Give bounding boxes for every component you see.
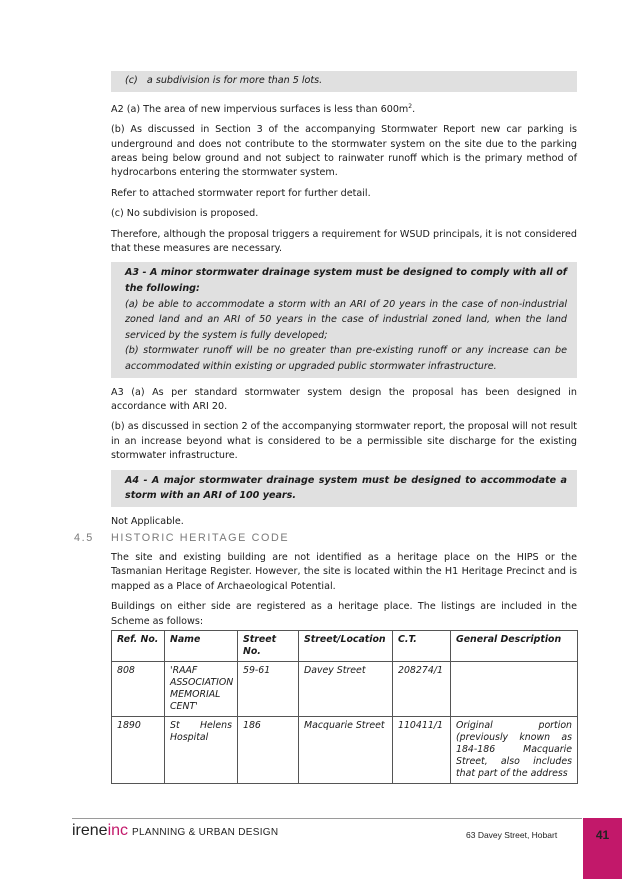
section-body xyxy=(111,551,577,784)
col-general-description: General Description xyxy=(451,631,578,662)
table-cell: Davey Street xyxy=(299,662,393,717)
table-cell: 186 xyxy=(238,717,299,784)
criteria-box-a3 xyxy=(111,262,577,377)
col-ct: C.T. xyxy=(393,631,451,662)
table-row xyxy=(112,717,578,784)
a2-b-paragraph: (b) As discussed in Section 3 of the accompanying Stormwater Report new car parking is underground and does not contribute to the stormwater system on the site due to the parking areas being below ground and not subject to rainwater runoff which is the primary method of hydrocarbons entering the stormwater system. xyxy=(111,124,577,179)
table-cell: St Helens Hospital xyxy=(165,717,238,784)
a3-box-a: (a) be able to accommodate a storm with an ARI of 20 years in the case of non-industrial zoned land and an ARI of 50 years in the case of industrial zoned land, when the land serviced by the system is fully developed; xyxy=(125,298,567,341)
table-cell xyxy=(451,662,578,717)
a4-text: A4 - A major stormwater drainage system must be designed to accommodate a storm with an ARI of 100 years. xyxy=(125,474,567,502)
criteria-box-a4 xyxy=(111,470,577,507)
a2-a-paragraph: A2 (a) The area of new impervious surfaces is less than $600m^2$. xyxy=(111,102,416,115)
table-cell: 208274/1 xyxy=(393,662,451,717)
heritage-paragraph-1: The site and existing building are not identified as a heritage place on the HIPS or the Tasmanian Heritage Register. However, the site is located within the H1 Heritage Precinct and is mapped as a Place of Archaeological Potential. xyxy=(111,552,577,592)
brand-name-part2: inc xyxy=(107,822,129,839)
refer-paragraph: Refer to attached stormwater report for further detail. xyxy=(111,187,371,199)
a2-c-paragraph: (c) No subdivision is proposed. xyxy=(111,208,259,220)
criteria-box-c xyxy=(111,71,577,92)
page-number: 41 xyxy=(583,818,622,879)
main-content xyxy=(111,71,577,535)
table-cell: 'RAAF ASSOCIATION MEMORIAL CENT' xyxy=(165,662,238,717)
col-name: Name xyxy=(165,631,238,662)
a3-title: A3 - A minor stormwater drainage system must be designed to comply with all of the following: xyxy=(125,267,567,295)
criteria-c-text: a subdivision is for more than 5 lots. xyxy=(146,75,323,86)
a3-box-b: (b) stormwater runoff will be no greater than pre-existing runoff or any increase can be accommodated within existing or upgraded public stormwater infrastructure. xyxy=(125,345,567,372)
heritage-paragraph-2: Buildings on either side are registered as a heritage place. The listings are included in the Scheme as follows: xyxy=(111,601,577,627)
table-header-row xyxy=(112,631,578,662)
col-ref-no: Ref. No. xyxy=(112,631,165,662)
col-street-location: Street/Location xyxy=(299,631,393,662)
a3-a-paragraph: A3 (a) As per standard stormwater system design the proposal has been designed in accordance with ARI 20. xyxy=(111,386,577,412)
therefore-paragraph: Therefore, although the proposal triggers a requirement for WSUD principals, it is not considered that these measures are necessary. xyxy=(111,228,577,255)
brand-tagline: PLANNING & URBAN DESIGN xyxy=(132,827,279,838)
table-cell: 110411/1 xyxy=(393,717,451,784)
a3-b-paragraph: (b) as discussed in section 2 of the accompanying stormwater report, the proposal will not result in an increase beyond what is considered to be a permissible site discharge for the existing stormwater infrastructure. xyxy=(111,421,577,462)
not-applicable-paragraph: Not Applicable. xyxy=(111,515,184,527)
table-cell: 1890 xyxy=(112,717,165,784)
footer-address: 63 Davey Street, Hobart xyxy=(466,830,558,840)
table-cell: 59-61 xyxy=(238,662,299,717)
col-street-no: Street No. xyxy=(238,631,299,662)
section-heading xyxy=(74,532,289,544)
table-cell: Macquarie Street xyxy=(299,717,393,784)
superscript: 2 xyxy=(408,102,413,110)
table-row xyxy=(112,662,578,717)
table-cell: 808 xyxy=(112,662,165,717)
heritage-table xyxy=(111,630,578,784)
footer-brand-logo xyxy=(72,822,278,840)
footer-divider xyxy=(72,818,582,819)
criteria-c-label: (c) xyxy=(125,75,138,86)
table-cell: Original portion (previously known as 184-186 Macquarie Street, also includes that part of the address xyxy=(451,717,578,784)
brand-name-part1: irene xyxy=(72,822,108,839)
section-number: 4.5 xyxy=(74,532,94,544)
section-title: HISTORIC HERITAGE CODE xyxy=(111,532,290,544)
